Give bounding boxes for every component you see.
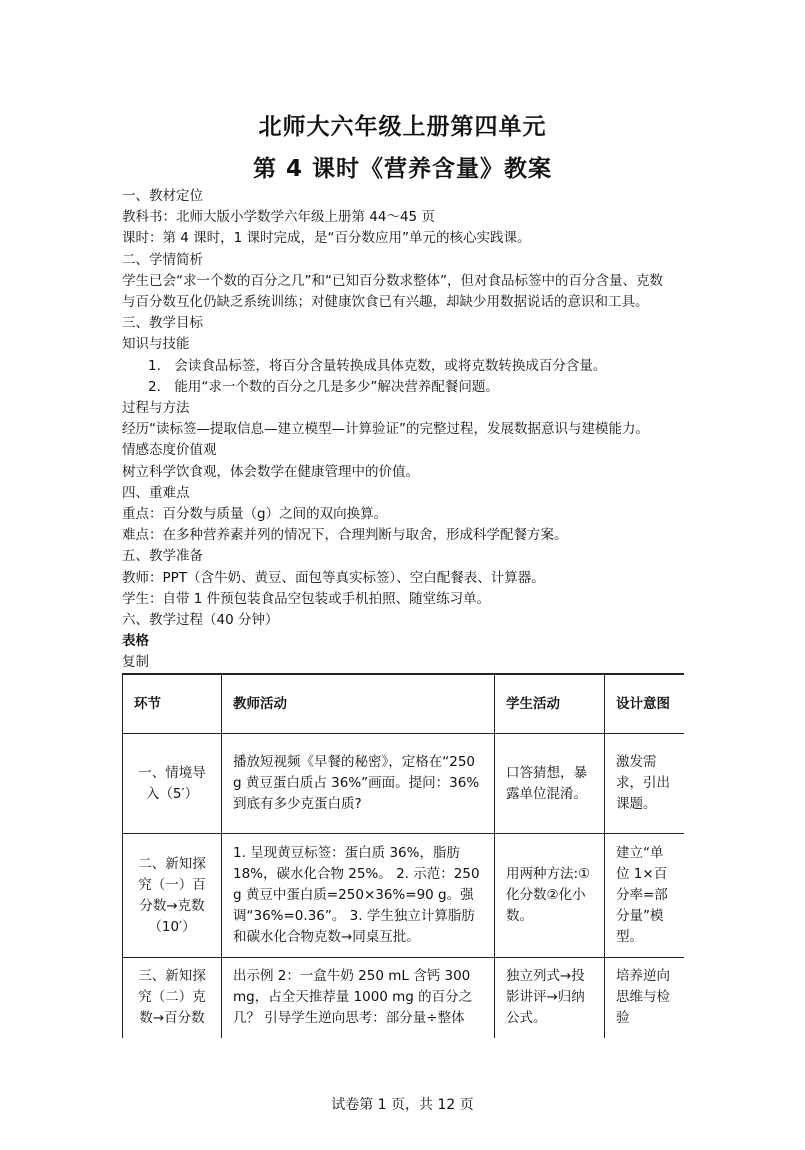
table-header-row [123, 675, 685, 734]
paragraph: 教科书：北师大版小学数学六年级上册第 44～45 页 [122, 209, 435, 226]
paragraph: 难点：在多种营养素并列的情况下，合理判断与取舍，形成科学配餐方案。 [122, 527, 568, 544]
paragraph: 树立科学饮食观，体会数学在健康管理中的价值。 [122, 463, 419, 480]
section-heading: 六、教学过程（40 分钟） [122, 612, 279, 629]
list-item: 2. 能用“求一个数的百分之几是多少”解决营养配餐问题。 [148, 378, 499, 395]
paragraph: 重点：百分数与质量（g）之间的双向换算。 [122, 506, 388, 523]
table-cell: 出示例 2：一盒牛奶 250 mL 含钙 300 mg，占全天推荐量 1000 mg 的百分之几？ 引导学生逆向思考：部分量÷整体 [222, 958, 495, 1039]
table-cell: 用两种方法:①化分数②化小数。 [495, 834, 605, 958]
paragraph: 学生：自带 1 件预包装食品空包装或手机拍照、随堂练习单。 [122, 590, 491, 607]
paragraph: 教师：PPT（含牛奶、黄豆、面包等真实标签）、空白配餐表、计算器。 [122, 569, 545, 586]
document-subtitle: 第 4 课时《营养含量》教案 [252, 156, 553, 182]
table-cell: 激发需求，引出课题。 [605, 734, 685, 834]
section-heading: 四、重难点 [122, 484, 190, 501]
subheading: 过程与方法 [122, 400, 190, 417]
paragraph: 学生已会“求一个数的百分之几”和“已知百分数求整体”，但对食品标签中的百分含量、克数 [122, 272, 663, 289]
table-row [123, 734, 685, 834]
section-heading: 二、学情简析 [122, 251, 203, 268]
list-item: 1. 会读食品标签，将百分含量转换成具体克数，或将克数转换成百分含量。 [148, 357, 607, 374]
subheading: 知识与技能 [122, 336, 190, 353]
paragraph: 经历“读标签—提取信息—建立模型—计算验证”的完整过程，发展数据意识与建模能力。 [122, 421, 649, 438]
table-label: 表格 [122, 633, 149, 650]
table-cell: 独立列式→投影讲评→归纳公式。 [495, 958, 605, 1039]
table-row [123, 834, 685, 958]
table-row [123, 958, 685, 1039]
table-cell: 三、新知探究（二）克数→百分数 [123, 958, 222, 1039]
column-header: 设计意图 [605, 675, 685, 734]
column-header: 环节 [123, 675, 222, 734]
table-cell: 二、新知探究（一）百分数→克数（10′） [123, 834, 222, 958]
lesson-plan-body [122, 186, 722, 674]
document-title: 北师大六年级上册第四单元 [258, 114, 547, 140]
section-heading: 一、教材定位 [122, 188, 203, 204]
paragraph: 课时：第 4 课时，1 课时完成，是“百分数应用”单元的核心实践课。 [122, 230, 531, 247]
column-header: 学生活动 [495, 675, 605, 734]
table-cell: 口答猜想，暴露单位混淆。 [495, 734, 605, 834]
page-footer: 试卷第 1 页，共 12 页 [331, 1097, 474, 1113]
section-heading: 五、教学准备 [122, 548, 203, 565]
table-cell: 一、情境导入（5′） [123, 734, 222, 834]
copy-link[interactable]: 复制 [122, 654, 149, 671]
subheading: 情感态度价值观 [122, 442, 217, 459]
table-cell: 播放短视频《早餐的秘密》，定格在“250 g 黄豆蛋白质占 36%”画面。提问：36%到底有多少克蛋白质? [222, 734, 495, 834]
column-header: 教师活动 [222, 675, 495, 734]
table-cell: 1. 呈现黄豆标签：蛋白质 36%，脂肪 18%，碳水化合物 25%。 2. 示范：250 g 黄豆中蛋白质=250×36%=90 g。强调“36%=0.36”。 3. 学生独立计算脂肪和碳水化合物克数→同桌互批。 [222, 834, 495, 958]
table-cell: 建立“单位 1×百分率=部分量”模型。 [605, 834, 685, 958]
paragraph: 与百分数互化仍缺乏系统训练；对健康饮食已有兴趣，却缺少用数据说话的意识和工具。 [122, 294, 649, 311]
section-heading: 三、教学目标 [122, 315, 203, 332]
table-cell: 培养逆向思维与检验 [605, 958, 685, 1039]
lesson-process-table [122, 673, 684, 1038]
